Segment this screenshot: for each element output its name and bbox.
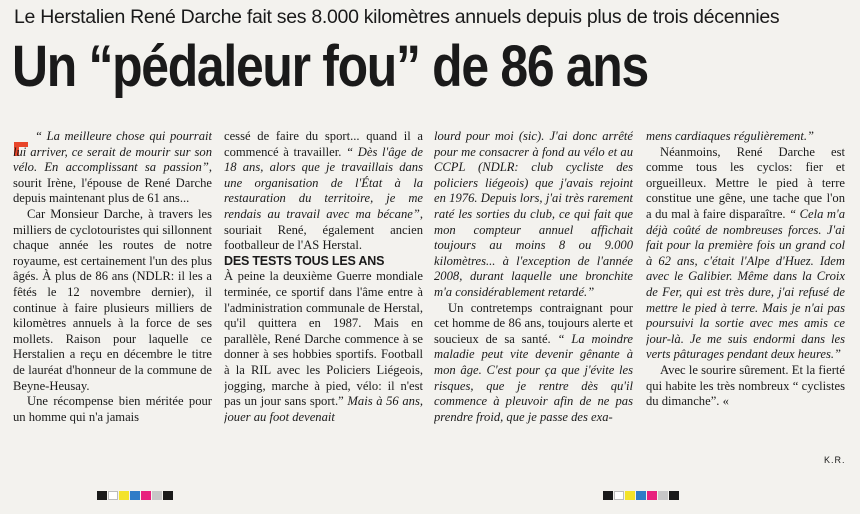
column-1 bbox=[13, 129, 212, 467]
body-text: Néanmoins, René Darche est comme tous les cyclos: fier et orgueilleux. Mettre le pied à terre constitue une gêne, une tache que l'on a du mal à faire disparaître. bbox=[646, 144, 845, 221]
paragraph: Avec le sourire sûrement. Et la fierté qui habite les très nombreux “ cyclistes du dimanche”. « bbox=[646, 362, 845, 409]
quote-text: mens cardiaques régulièrement.” bbox=[646, 129, 815, 143]
body-text: , sourit Irène, l'épouse de René Darche depuis maintenant plus de 61 ans... bbox=[13, 160, 212, 206]
headline: Un “pédaleur fou” de 86 ans bbox=[12, 34, 648, 99]
body-text: , souriait René, également ancien footballeur de l'AS Herstal. bbox=[224, 206, 423, 253]
paragraph: Car Monsieur Darche, à travers les milliers de cyclotouristes qui sillonnent chaque année les routes de notre royaume, est certainement l'un des plus âgés. À plus de 86 ans (NDLR: il les a fêtés le 12 novembre dernier), il continue à faire plusieurs milliers de kilomètres annuels à la force de ses mollets. Raison pour laquelle ce Herstalien a reçu en décembre le titre de lauréat d'honneur de la commune de Beyne-Heusay. bbox=[13, 206, 212, 393]
column-4 bbox=[646, 129, 845, 467]
body-text: À peine la deuxième Guerre mondiale terminée, ce sportif dans l'âme entre à l'administration communale de Herstal, qu'il quittera en 1987. Mais en parallèle, René Darche commence à se donner à ses hobbies sportifs. Football à la RIL avec les Policiers Liégeois, jogging, marche à pied, vélo: il n'est pas un jour sans sport.” bbox=[224, 269, 423, 409]
paragraph bbox=[434, 129, 633, 301]
quote-text: “ Cela m'a déjà coûté de nombreuses forces. J'ai fait pour la première fois un grand col à 62 ans, c'était l'Alpe d'Huez. Idem avec le Galibier. Même dans la Croix de Fer, qui est très dure, j'ai refusé de mettre le pied à terre. Mais je n'ai pas poursuivi la sortie avec mes amis ce jour-là. Je me suis endormi dans les verts pâturages pendant deux heures.” bbox=[646, 206, 845, 362]
author-signature: K.R. bbox=[824, 455, 846, 465]
print-color-bar-right bbox=[603, 491, 680, 500]
paragraph: Une récompense bien méritée pour un homme qui n'a jamais bbox=[13, 394, 212, 424]
quote-text: “ La moindre maladie peut vite devenir gênante à mon âge. C'est pour ça que j'évite les risques, que je rentre dès qu'il commence à pleuvoir afin de ne pas prendre froid, que je passe des exa- bbox=[434, 331, 633, 424]
paragraph bbox=[224, 269, 423, 425]
column-3 bbox=[434, 129, 633, 467]
quote-text: Mais à 56 ans, jouer au foot devenait bbox=[224, 394, 423, 424]
print-color-bar-left bbox=[97, 491, 174, 500]
section-subhead: DES TESTS TOUS LES ANS bbox=[224, 253, 385, 268]
paragraph bbox=[224, 129, 423, 254]
body-text: cessé de faire du sport... quand il a commencé à travailler. bbox=[224, 129, 423, 159]
quote-text: “ La meilleure chose qui pourrait lui arriver, ce serait de mourir sur son vélo. En accomplissant sa passion” bbox=[13, 129, 212, 175]
quote-text: “ Dès l'âge de 18 ans, alors que je travaillais dans une organisation de l'État à la restauration du territoire, je me rendais au travail avec ma bécane” bbox=[224, 144, 423, 221]
column-2 bbox=[224, 129, 423, 467]
paragraph bbox=[13, 129, 212, 207]
paragraph bbox=[434, 301, 633, 426]
body-text: Un contretemps contraignant pour cet homme de 86 ans, toujours alerte et soucieux de sa santé. bbox=[434, 300, 633, 346]
quote-text: lourd pour moi (sic). J'ai donc arrêté pour me consacrer à fond au vélo et au CCPL (NDLR: club cycliste des policiers liégeois) que j'avais rejoint en 1976. Depuis lors, j'ai très rarement raté les sorties du club, ce qui fait que mon compteur annuel affichait toujours au moins 8 ou 9.000 kilomètres... à l'exception de l'année 2008, durant laquelle une bronchite m'a considérablement retardé.” bbox=[434, 129, 633, 299]
paragraph bbox=[646, 145, 845, 363]
kicker-subtitle: Le Herstalien René Darche fait ses 8.000 kilomètres annuels depuis plus de trois décennies bbox=[14, 6, 780, 28]
article-body bbox=[13, 129, 847, 467]
paragraph bbox=[646, 129, 845, 145]
